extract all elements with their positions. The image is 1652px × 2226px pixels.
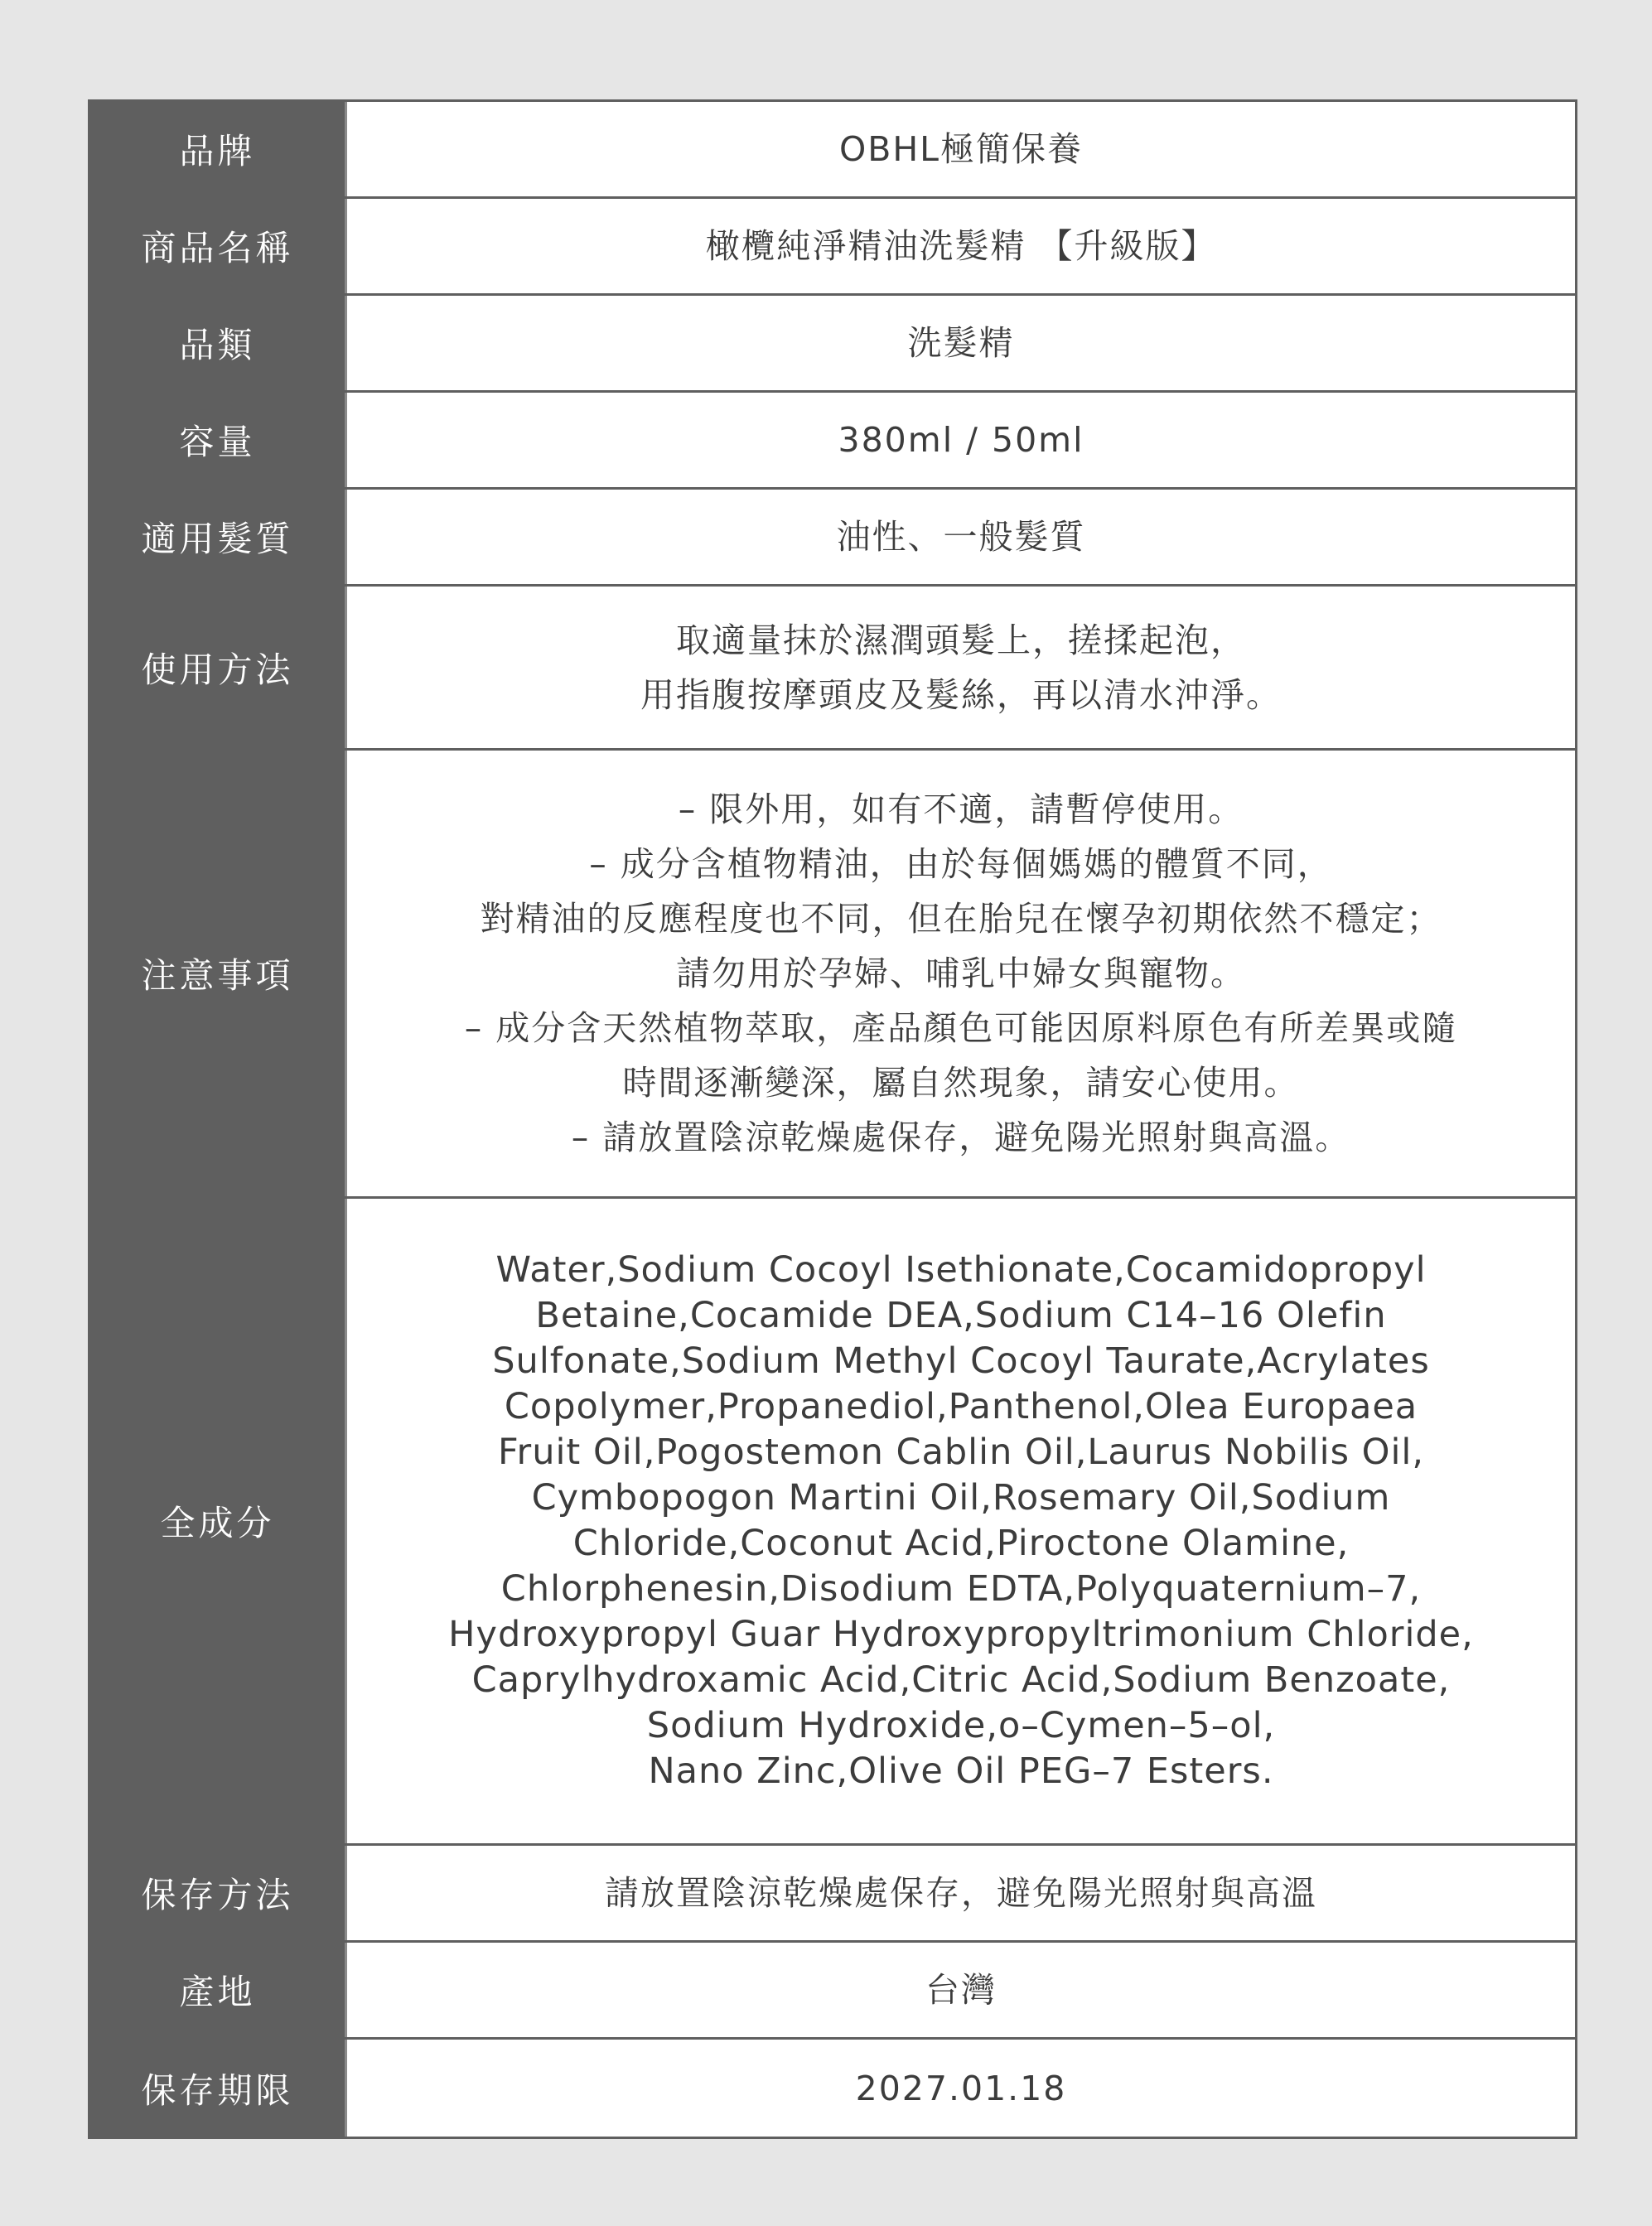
spec-row-volume — [90, 393, 1575, 490]
spec-label-brand: 品牌 — [90, 102, 347, 196]
usage-line: 取適量抹於濕潤頭髮上，搓揉起泡， — [676, 620, 1246, 660]
spec-row-ingredients — [90, 1199, 1575, 1846]
spec-value-brand — [347, 102, 1575, 196]
category-text: 洗髮精 — [907, 323, 1015, 363]
spec-value-hair-type — [347, 490, 1575, 584]
spec-value-usage — [347, 587, 1575, 748]
spec-label-origin: 產地 — [90, 1943, 347, 2037]
notes-line: – 請放置陰涼乾燥處保存，避免陽光照射與高溫。 — [571, 1118, 1351, 1157]
spec-value-category — [347, 296, 1575, 390]
product-spec-table — [88, 99, 1577, 2139]
ingredients-line: Sulfonate,Sodium Methyl Cocoyl Taurate,Acrylates — [492, 1340, 1430, 1382]
spec-label-notes: 注意事項 — [90, 751, 347, 1196]
ingredients-line: Fruit Oil,Pogostemon Cablin Oil,Laurus Nobilis Oil, — [497, 1432, 1425, 1473]
ingredients-line: Caprylhydroxamic Acid,Citric Acid,Sodium Benzoate, — [471, 1659, 1451, 1701]
spec-value-product-name — [347, 199, 1575, 293]
notes-line: – 限外用，如有不適，請暫停使用。 — [678, 789, 1244, 829]
spec-label-volume: 容量 — [90, 393, 347, 487]
brand-value-text: OBHL極簡保養 — [838, 129, 1084, 169]
spec-label-product-name: 商品名稱 — [90, 199, 347, 293]
ingredients-line: Copolymer,Propanediol,Panthenol,Olea Europaea — [504, 1386, 1418, 1427]
spec-value-ingredients — [347, 1199, 1575, 1843]
ingredients-line: Chlorphenesin,Disodium EDTA,Polyquaternium–7, — [500, 1568, 1422, 1610]
ingredients-line: Chloride,Coconut Acid,Piroctone Olamine, — [572, 1523, 1350, 1564]
ingredients-line: Hydroxypropyl Guar Hydroxypropyltrimonium Chloride, — [448, 1614, 1474, 1655]
notes-line: 時間逐漸變深，屬自然現象，請安心使用。 — [622, 1063, 1300, 1103]
product-name-text: 橄欖純淨精油洗髮精 【升級版】 — [705, 226, 1217, 266]
origin-text: 台灣 — [925, 1970, 997, 2010]
ingredients-line: Cymbopogon Martini Oil,Rosemary Oil,Sodium — [531, 1477, 1391, 1519]
spec-row-product-name — [90, 199, 1575, 296]
ingredients-line: Sodium Hydroxide,o–Cymen–5–ol, — [646, 1705, 1276, 1746]
hair-type-text: 油性、一般髮質 — [836, 517, 1086, 557]
spec-row-notes — [90, 751, 1575, 1199]
storage-text: 請放置陰涼乾燥處保存，避免陽光照射與高溫 — [605, 1873, 1317, 1913]
ingredients-line: Betaine,Cocamide DEA,Sodium C14–16 Olefin — [535, 1295, 1387, 1336]
spec-row-origin — [90, 1943, 1575, 2040]
expiry-text: 2027.01.18 — [855, 2068, 1067, 2108]
spec-row-expiry — [90, 2040, 1575, 2137]
usage-line: 用指腹按摩頭皮及髮絲，再以清水沖淨。 — [640, 674, 1282, 715]
spec-label-usage: 使用方法 — [90, 587, 347, 748]
spec-row-category — [90, 296, 1575, 393]
spec-row-hair-type — [90, 490, 1575, 587]
spec-value-storage — [347, 1846, 1575, 1940]
spec-value-expiry — [347, 2040, 1575, 2137]
notes-line: – 成分含植物精油，由於每個媽媽的體質不同， — [589, 844, 1333, 884]
ingredients-line: Nano Zinc,Olive Oil PEG–7 Esters. — [648, 1750, 1274, 1792]
volume-text: 380ml / 50ml — [838, 420, 1084, 460]
spec-label-category: 品類 — [90, 296, 347, 390]
spec-row-brand — [90, 102, 1575, 199]
notes-line: 請勿用於孕婦、哺乳中婦女與寵物。 — [676, 954, 1246, 993]
spec-value-notes — [347, 751, 1575, 1196]
notes-line: 對精油的反應程度也不同，但在胎兒在懷孕初期依然不穩定； — [480, 899, 1442, 939]
spec-row-usage — [90, 587, 1575, 751]
spec-label-storage: 保存方法 — [90, 1846, 347, 1940]
spec-row-storage — [90, 1846, 1575, 1943]
notes-line: – 成分含天然植物萃取，產品顏色可能因原料原色有所差異或隨 — [464, 1008, 1458, 1048]
spec-label-ingredients: 全成分 — [90, 1199, 347, 1843]
spec-label-hair-type: 適用髮質 — [90, 490, 347, 584]
ingredients-line: Water,Sodium Cocoyl Isethionate,Cocamidopropyl — [495, 1249, 1427, 1291]
spec-label-expiry: 保存期限 — [90, 2040, 347, 2137]
spec-value-volume — [347, 393, 1575, 487]
spec-value-origin — [347, 1943, 1575, 2037]
